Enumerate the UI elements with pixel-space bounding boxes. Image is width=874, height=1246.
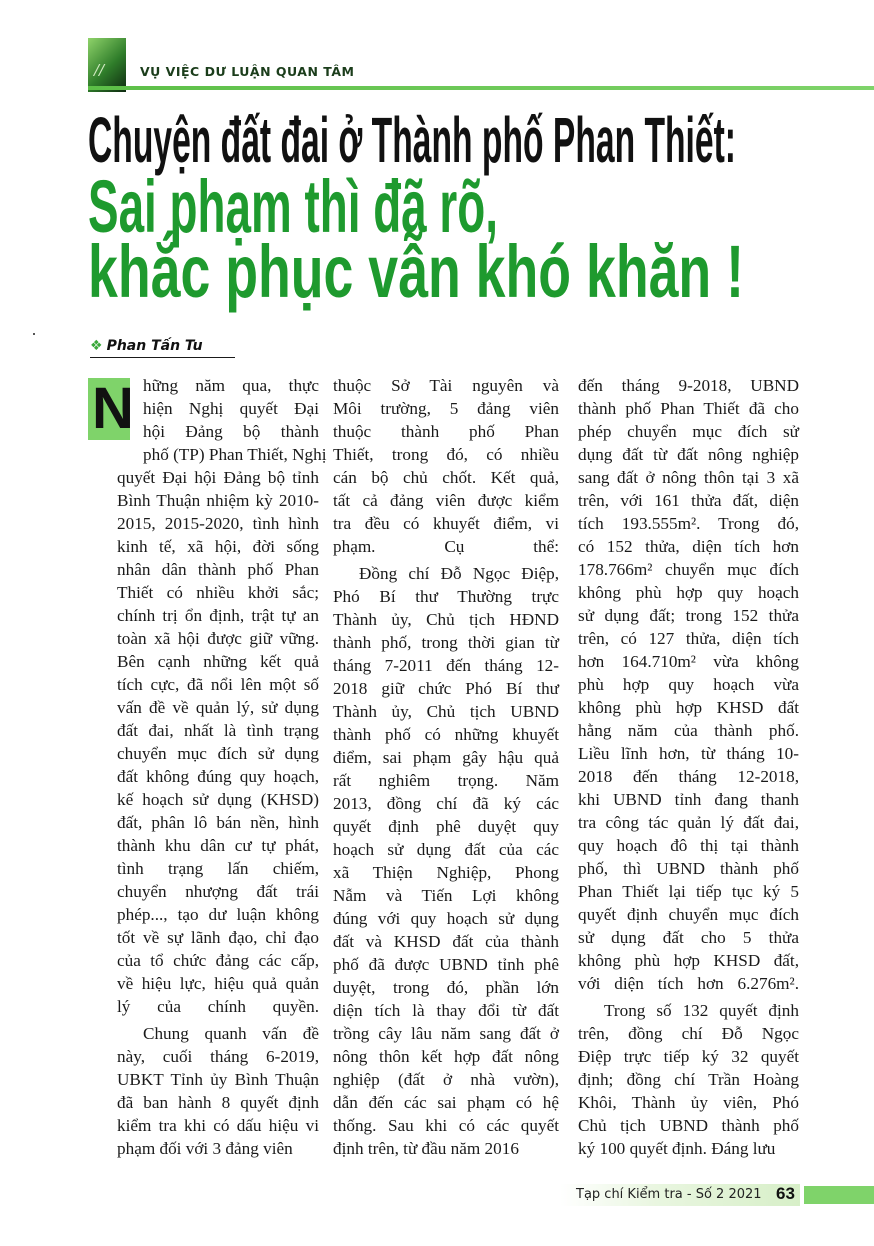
paragraph — [578, 999, 799, 1160]
text-line: tháng 7-2011 đến tháng 12- — [333, 656, 559, 675]
text-line: không phù hợp KHSD đất — [578, 698, 799, 717]
text-line: rất nghiêm trọng. Năm — [333, 771, 559, 790]
text-line: định trên, từ đầu năm 2016 — [333, 1139, 519, 1158]
article-column-3 — [578, 374, 799, 1164]
text-line: 2018 giữ chức Phó Bí thư — [333, 679, 559, 698]
text-line: sử dụng đất; trong 152 thửa — [578, 606, 799, 625]
text-line: trên, với 161 thửa đất, diện — [578, 491, 799, 510]
text-line: chuyển mục đích sử dụng — [117, 744, 319, 763]
text-line: Bên cạnh những kết quả — [117, 652, 319, 671]
headline-line-2: Sai phạm thì đã rõ, — [88, 165, 498, 248]
text-line: vấn đề về quản lý, sử dụng — [117, 698, 319, 717]
text-line: hững năm qua, thực — [143, 376, 319, 395]
text-line: Thành ủy, Chủ tịch HĐND — [333, 610, 559, 629]
text-line: toàn xã hội được giữ vững. — [117, 629, 319, 648]
text-line: phạm. Cụ thể: — [333, 537, 559, 556]
text-line: đất đai, nhất là tình trạng — [117, 721, 319, 740]
text-line: trên, có 127 thửa, diện tích — [578, 629, 799, 648]
text-line: chính trị ổn định, trật tự an — [117, 606, 319, 625]
text-line: về hiệu lực, hiệu quả quản — [117, 974, 319, 993]
text-line: tình trạng lấn chiếm, — [117, 859, 319, 878]
text-line: kiểm tra khi có dấu hiệu vi — [117, 1116, 319, 1135]
text-line: thành phố Phan Thiết đã cho — [578, 399, 799, 418]
scan-speck — [33, 333, 35, 335]
text-line: hoạch sử dụng đất của các — [333, 840, 559, 859]
text-line: phố đã được UBND tỉnh phê — [333, 955, 559, 974]
paragraph — [333, 562, 559, 1160]
text-line: thành khu dân cư tự phát, — [117, 836, 319, 855]
publication-name: Tạp chí Kiểm tra - Số 2 2021 — [576, 1187, 762, 1202]
text-line: Liều lĩnh hơn, từ tháng 10- — [578, 744, 799, 763]
text-line: Chung quanh vấn đề — [143, 1024, 319, 1043]
text-line: Thiết, trong đó, có nhiều — [333, 445, 559, 464]
text-line: kinh tế, xã hội, đời sống — [117, 537, 319, 556]
text-line: Môi trường, 5 đảng viên — [333, 399, 559, 418]
text-line: nông thôn kết hợp đất nông — [333, 1047, 559, 1066]
text-line: với diện tích hơn 6.276m². — [578, 974, 799, 993]
text-line: quyết Đại hội Đảng bộ tỉnh — [117, 468, 319, 487]
text-line: dụng đất từ đất nông nghiệp — [578, 445, 799, 464]
byline — [90, 338, 235, 358]
text-line: phép..., tạo dư luận không — [117, 905, 319, 924]
text-line: quyết định phê duyệt quy — [333, 817, 559, 836]
text-line: phạm đối với 3 đảng viên — [117, 1139, 293, 1158]
text-line: thuộc Sở Tài nguyên và — [333, 376, 559, 395]
text-line: 2015, 2015-2020, tình hình — [117, 514, 319, 533]
text-line: trồng cây lâu năm sang đất ở — [333, 1024, 559, 1043]
section-title: VỤ VIỆC DƯ LUẬN QUAN TÂM — [140, 64, 355, 79]
text-line: hiện Nghị quyết Đại — [143, 399, 319, 418]
text-line: phù hợp quy hoạch vừa — [578, 675, 799, 694]
text-line: thống. Sau khi có các quyết — [333, 1116, 559, 1135]
text-line: cán bộ chủ chốt. Kết quả, — [333, 468, 559, 487]
paragraph — [117, 1022, 319, 1160]
text-line: hội Đảng bộ thành — [143, 422, 319, 441]
text-line: đất, phân lô bán nền, hình — [117, 813, 319, 832]
text-line: Khôi, Thành ủy viên, Phó — [578, 1093, 799, 1112]
text-line: UBKT Tỉnh ủy Bình Thuận — [117, 1070, 319, 1089]
text-line: dẫn đến các sai phạm có hệ — [333, 1093, 559, 1112]
text-line: 178.766m² chuyển mục đích — [578, 560, 799, 579]
text-line: Trong số 132 quyết định — [604, 1001, 799, 1020]
text-line: Phó Bí thư Thường trực — [333, 587, 559, 606]
text-line: không phù hợp quy hoạch — [578, 583, 799, 602]
headline-line-3: khắc phục vẫn khó khăn ! — [88, 230, 744, 313]
section-divider — [88, 86, 874, 90]
text-line: quyết định chuyển mục đích — [578, 905, 799, 924]
footer-bar — [804, 1186, 874, 1204]
text-line: Điệp trực tiếp ký 32 quyết — [578, 1047, 799, 1066]
text-line: ký 100 quyết định. Đáng lưu — [578, 1139, 776, 1158]
section-logo-icon: // — [88, 38, 126, 92]
text-line: phố, thì UBND thành phố — [578, 859, 799, 878]
article-column-1 — [92, 374, 327, 1164]
text-line: hằng năm của thành phố. — [578, 721, 799, 740]
drop-cap: N — [88, 378, 130, 440]
text-line: diện tích là thay đổi từ đất — [333, 1001, 559, 1020]
text-line: Đồng chí Đỗ Ngọc Điệp, — [359, 564, 559, 583]
text-line: có 152 thửa, diện tích hơn — [578, 537, 799, 556]
text-line: chuyển nhượng đất trái — [117, 882, 319, 901]
text-line: xã Thiện Nghiệp, Phong — [333, 863, 559, 882]
diamond-bullet-icon: ❖ — [90, 338, 103, 354]
text-line: Bình Thuận nhiệm kỳ 2010- — [117, 491, 319, 510]
text-line: 2018 đến tháng 12-2018, — [578, 767, 799, 786]
text-line: đúng với quy hoạch sử dụng — [333, 909, 559, 928]
page-number: 63 — [776, 1184, 795, 1203]
text-line: sang đất ở nông thôn tại 3 xã — [578, 468, 799, 487]
paragraph — [117, 374, 327, 1018]
text-line: Thành ủy, Chủ tịch UBND — [333, 702, 559, 721]
text-line: của tổ chức đảng các cấp, — [117, 951, 319, 970]
paragraph — [578, 374, 799, 995]
text-line: quy hoạch đô thị tại thành — [578, 836, 799, 855]
text-line: tất cả đảng viên được kiểm — [333, 491, 559, 510]
text-line: kế hoạch sử dụng (KHSD) — [117, 790, 319, 809]
text-line: trên, đồng chí Đỗ Ngọc — [578, 1024, 799, 1043]
article-column-2 — [333, 374, 559, 1164]
text-line: phố (TP) Phan Thiết, Nghị — [143, 445, 327, 464]
text-line: duyệt, trong đó, phần lớn — [333, 978, 559, 997]
text-line: 2013, đồng chí đã ký các — [333, 794, 559, 813]
text-line: khi UBND tỉnh đang thanh — [578, 790, 799, 809]
text-line: Chủ tịch UBND thành phố — [578, 1116, 799, 1135]
text-line: đến tháng 9-2018, UBND — [578, 376, 799, 395]
text-line: thành phố, trong thời gian từ — [333, 633, 559, 652]
text-line: đã ban hành 8 quyết định — [117, 1093, 319, 1112]
paragraph — [333, 374, 559, 558]
text-line: thành phố có những khuyết — [333, 725, 559, 744]
text-line: tra công tác quản lý đất đai, — [578, 813, 799, 832]
text-line: tích cực, đã nổi lên một số — [117, 675, 319, 694]
text-line: hơn 164.710m² vừa không — [578, 652, 799, 671]
text-line: tốt về sự lãnh đạo, chỉ đạo — [117, 928, 319, 947]
author-name: Phan Tấn Tu — [106, 338, 203, 354]
text-line: định; đồng chí Trần Hoàng — [578, 1070, 799, 1089]
text-line: đất và KHSD đất của thành — [333, 932, 559, 951]
headline-line-1: Chuyện đất đai ở Thành phố Phan Thiết: — [88, 104, 737, 176]
text-line: Thiết có nhiều khởi sắc; — [117, 583, 319, 602]
text-line: này, cuối tháng 6-2019, — [117, 1047, 319, 1066]
text-line: nghiệp (đất ở nhà vườn), — [333, 1070, 559, 1089]
text-line: lý của chính quyền. — [117, 997, 319, 1016]
text-line: phép chuyển mục đích sử — [578, 422, 799, 441]
text-line: sử dụng đất cho 5 thửa — [578, 928, 799, 947]
text-line: không phù hợp KHSD đất, — [578, 951, 799, 970]
text-line: thuộc thành phố Phan — [333, 422, 559, 441]
text-line: nhân dân thành phố Phan — [117, 560, 319, 579]
text-line: đất không đúng quy hoạch, — [117, 767, 319, 786]
text-line: Nẫm và Tiến Lợi không — [333, 886, 559, 905]
text-line: tra đều có khuyết điểm, vi — [333, 514, 559, 533]
text-line: tích 193.555m². Trong đó, — [578, 514, 799, 533]
text-line: điểm, sai phạm gây hậu quả — [333, 748, 559, 767]
text-line: Phan Thiết lại tiếp tục ký 5 — [578, 882, 799, 901]
